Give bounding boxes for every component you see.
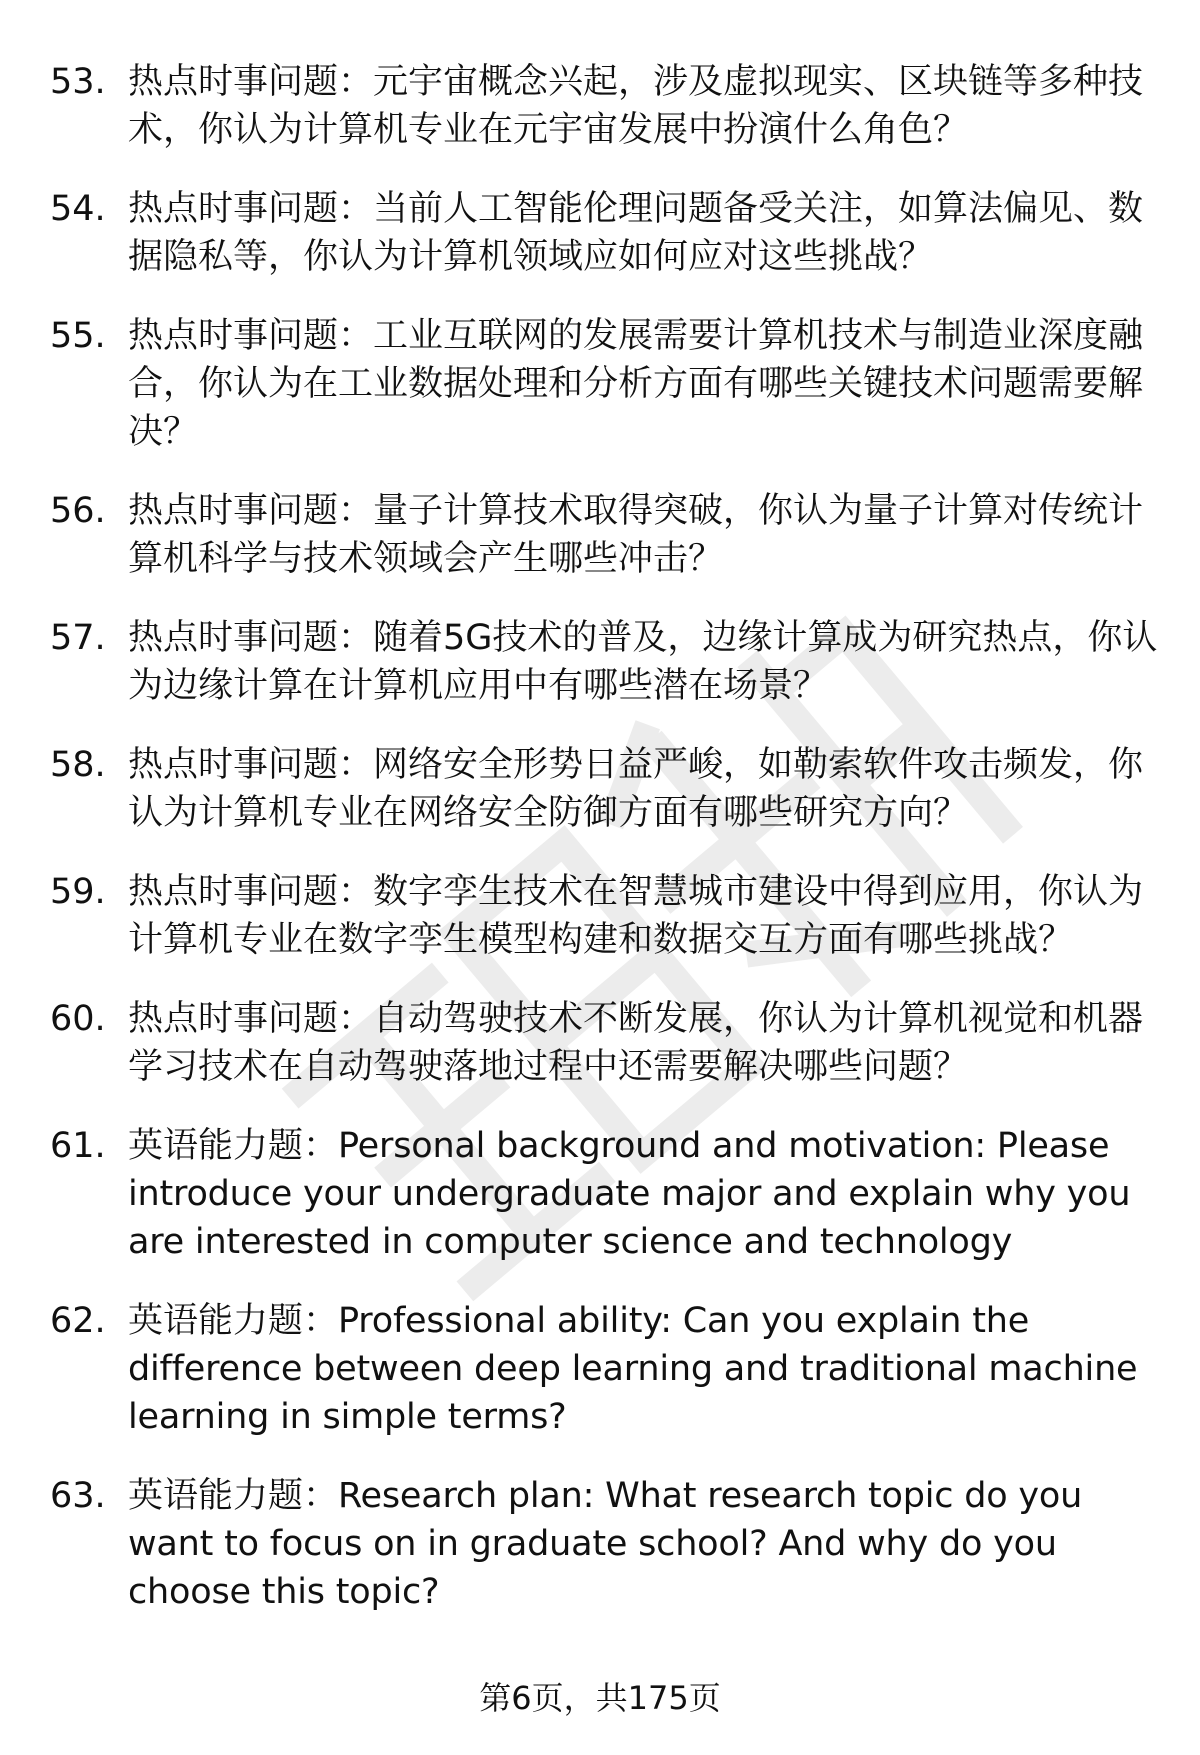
question-category: 热点时事问题： <box>128 62 374 102</box>
question-item <box>50 614 1160 710</box>
question-text: 随着5G技术的普及，边缘计算成为研究热点，你认为边缘计算在计算机应用中有哪些潜在场景？ <box>128 618 1158 706</box>
question-number: 61. <box>50 1126 106 1166</box>
question-body <box>128 868 1160 964</box>
question-body <box>128 58 1160 154</box>
question-text: Professional ability: Can you explain the difference between deep learning and traditional machine learning in simple terms? <box>128 1301 1138 1437</box>
question-item <box>50 58 1160 154</box>
question-number: 63. <box>50 1476 106 1516</box>
question-item <box>50 1472 1160 1616</box>
question-number: 55. <box>50 316 106 356</box>
question-category: 热点时事问题： <box>128 745 374 785</box>
question-list <box>50 58 1160 1647</box>
question-category: 热点时事问题： <box>128 316 374 356</box>
question-category: 英语能力题： <box>128 1126 339 1166</box>
question-item <box>50 1122 1160 1266</box>
question-number: 58. <box>50 745 106 785</box>
question-text: 自动驾驶技术不断发展，你认为计算机视觉和机器学习技术在自动驾驶落地过程中还需要解决哪些问题？ <box>128 999 1144 1087</box>
question-category: 热点时事问题： <box>128 618 374 658</box>
question-body <box>128 185 1160 281</box>
question-item <box>50 868 1160 964</box>
question-number: 56. <box>50 491 106 531</box>
question-category: 英语能力题： <box>128 1301 339 1341</box>
question-body <box>128 1297 1160 1441</box>
question-number: 53. <box>50 62 106 102</box>
question-text: 元宇宙概念兴起，涉及虚拟现实、区块链等多种技术，你认为计算机专业在元宇宙发展中扮演什么角色？ <box>128 62 1144 150</box>
question-text: Personal background and motivation: Please introduce your undergraduate major and explain why you are interested in computer science and technology <box>128 1126 1131 1262</box>
question-number: 59. <box>50 872 106 912</box>
question-number: 60. <box>50 999 106 1039</box>
question-item <box>50 312 1160 456</box>
question-category: 热点时事问题： <box>128 189 374 229</box>
question-category: 热点时事问题： <box>128 491 374 531</box>
question-number: 54. <box>50 189 106 229</box>
question-text: 数字孪生技术在智慧城市建设中得到应用，你认为计算机专业在数字孪生模型构建和数据交互方面有哪些挑战？ <box>128 872 1144 960</box>
question-number: 62. <box>50 1301 106 1341</box>
question-body <box>128 1122 1160 1266</box>
question-text: Research plan: What research topic do you want to focus on in graduate school? And why do you choose this topic? <box>128 1476 1083 1612</box>
question-body <box>128 1472 1160 1616</box>
page-footer: 第6页，共175页 <box>479 1679 721 1717</box>
question-text: 工业互联网的发展需要计算机技术与制造业深度融合，你认为在工业数据处理和分析方面有哪些关键技术问题需要解决？ <box>128 316 1144 452</box>
question-category: 热点时事问题： <box>128 999 374 1039</box>
question-item <box>50 487 1160 583</box>
question-text: 网络安全形势日益严峻，如勒索软件攻击频发，你认为计算机专业在网络安全防御方面有哪些研究方向？ <box>128 745 1144 833</box>
question-text: 量子计算技术取得突破，你认为量子计算对传统计算机科学与技术领域会产生哪些冲击？ <box>128 491 1144 579</box>
question-body <box>128 741 1160 837</box>
question-body <box>128 487 1160 583</box>
question-category: 英语能力题： <box>128 1476 339 1516</box>
question-body <box>128 312 1160 456</box>
question-body <box>128 614 1160 710</box>
question-body <box>128 995 1160 1091</box>
question-item <box>50 995 1160 1091</box>
question-text: 当前人工智能伦理问题备受关注，如算法偏见、数据隐私等，你认为计算机领域应如何应对这些挑战？ <box>128 189 1144 277</box>
question-category: 热点时事问题： <box>128 872 374 912</box>
question-item <box>50 1297 1160 1441</box>
question-number: 57. <box>50 618 106 658</box>
question-item <box>50 185 1160 281</box>
question-item <box>50 741 1160 837</box>
